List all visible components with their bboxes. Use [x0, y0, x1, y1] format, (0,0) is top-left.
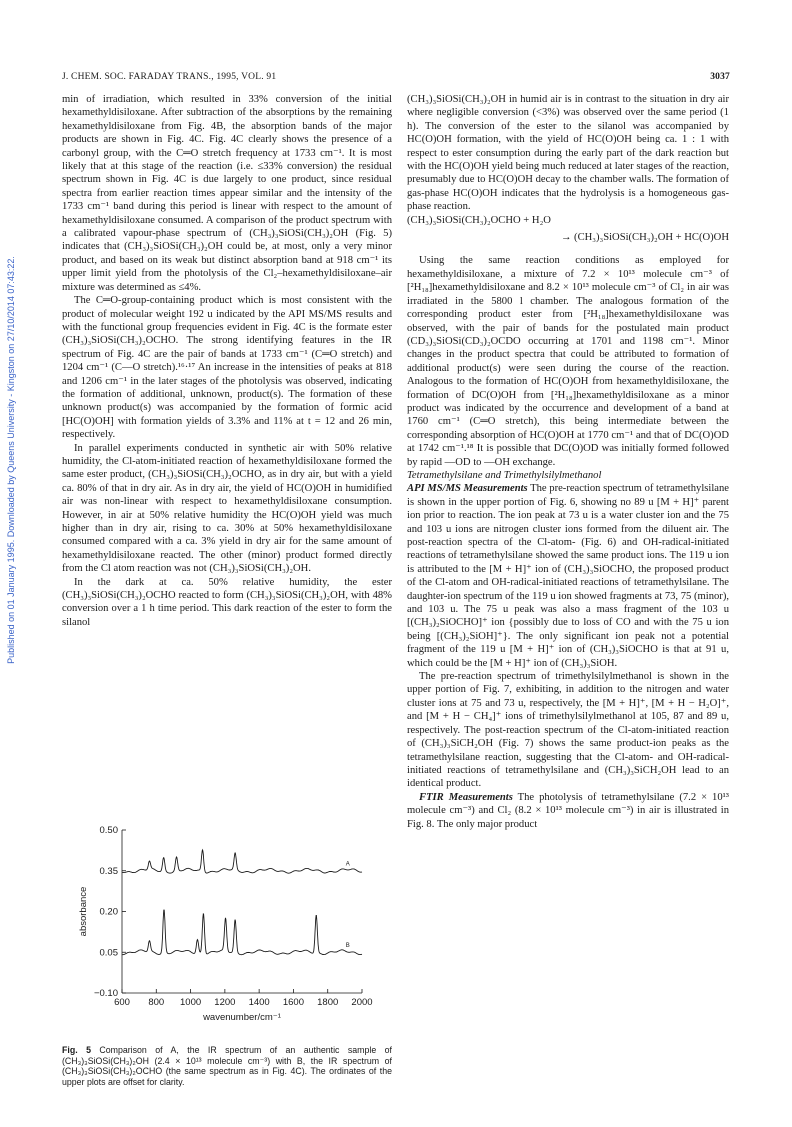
figure-5	[62, 818, 392, 1038]
page-number: 3037	[710, 72, 730, 82]
right-column	[407, 93, 729, 831]
series-label-a: A	[345, 861, 350, 868]
spectrum-line-b	[122, 910, 362, 955]
x-axis-label: wavenumber/cm⁻¹	[203, 1012, 281, 1023]
journal-citation: J. CHEM. SOC. FARADAY TRANS., 1995, VOL. 91	[62, 72, 277, 82]
x-tick-label: 1400	[248, 997, 270, 1008]
ir-spectrum-chart	[62, 818, 392, 1038]
y-axis-label: absorbance	[78, 886, 89, 937]
x-tick-label: 1800	[317, 997, 339, 1008]
subsection-paragraph	[407, 482, 729, 670]
x-tick-label: 1200	[214, 997, 236, 1008]
subsection-text: The photolysis of tetramethylsilane (7.2 × 10¹³ molecule cm⁻³) and Cl₂ (8.2 × 10¹³ molecule cm⁻³) in air is illustrated in Fig. 8. The only major product	[407, 791, 729, 830]
caption-label: Fig. 5	[62, 1045, 91, 1055]
x-tick-label: 800	[148, 997, 165, 1008]
paragraph: The pre-reaction spectrum of trimethylsilylmethanol is shown in the upper portion of Fig. 7, exhibiting, in addition to the nitrogen and water cluster ions at 75 and 73 u, respectively, the [M + H]⁺, [M + H − H₂O]⁺, and [M + H − CH₄]⁺ ions of trimethylsilylmethanol at 105, 87 and 89 u, respectively. The post-reaction spectrum of the Cl-atom-initiated reaction of (CH₃)₃SiCH₂OH (Fig. 7) shows the same product-ion peaks as the tetramethylsilane reaction, suggesting that the Cl-atom- and OH-radical-initiated reactions of tetramethylsilane and (CH₃)₃SiCH₂OH lead to an identical product.	[407, 671, 729, 790]
subsection-paragraph	[407, 791, 729, 831]
paragraph: The C═O-group-containing product which is most consistent with the product of molecular weight 192 u indicated by the API MS/MS results and with the functional group frequencies evident in Fig. 4C is the formate ester (CH₃)₃SiOSi(CH₃)₂OCHO. The strong identifying features in the IR spectrum of Fig. 4C are the pair of bands at 1733 cm⁻¹ (C═O stretch) and 1204 cm⁻¹ (C—O stretch).¹⁶·¹⁷ An increase in the intensities of peaks at 818 and 1206 cm⁻¹ in the later stages of the photolysis was observed, indicating the formation of additional, unknown, product(s). The formation of these unknown product(s) was accompanied by the formation of formic acid [HC(O)OH] with formation yields of 3.3% and 11% at t = 12 and 26 min, respectively.	[62, 295, 392, 441]
x-tick-label: 1000	[180, 997, 202, 1008]
y-tick-label: 0.05	[99, 947, 118, 959]
y-tick-label: 0.35	[99, 865, 118, 877]
equation-left: (CH₃)₃SiOSi(CH₃)₂OCHO + H₂O	[407, 214, 551, 226]
left-column	[62, 93, 392, 629]
paragraph: (CH₃)₃SiOSi(CH₃)₂OH in humid air is in contrast to the situation in dry air where negligible conversion (<3%) was observed over the same period (1 h). The conversion of the ester to the silanol was accompanied by HC(O)OH formation, with the yield of HC(O)OH being ca. 1 : 1 with respect to ester consumption during the early part of the dark reaction but with the HC(O)OH yield being much reduced at later stages of the reaction, presumably due to HC(O)OH decay to the chamber walls. The formation of gas-phase HC(O)OH indicates that the hydrolysis is a homogeneous gas-phase reaction.	[407, 94, 729, 213]
series-label-b: B	[345, 942, 350, 949]
x-tick-label: 600	[114, 997, 130, 1008]
equation-right: → (CH₃)₃SiOSi(CH₃)₂OH + HC(O)OH	[560, 232, 729, 244]
subsection-title: FTIR Measurements	[419, 791, 513, 803]
section-title: Tetramethylsilane and Trimethylsilylmethanol	[407, 469, 602, 481]
y-tick-label: 0.50	[99, 825, 118, 836]
caption-text: Comparison of A, the IR spectrum of an authentic sample of (CH₃)₃SiOSi(CH₃)₂OH (2.4 × 10¹³ molecule cm⁻³) with B, the IR spectrum of (CH₃)₃SiOSi(CH₃)₂OCHO (the same spectrum as in Fig. 4C). The ordinates of the upper plots are offset for clarity.	[62, 1045, 392, 1087]
figure-caption	[62, 1045, 392, 1087]
y-tick-label: 0.20	[99, 906, 118, 918]
paragraph: In the dark at ca. 50% relative humidity, the ester (CH₃)₃SiOSi(CH₃)₂OCHO reacted to form (CH₃)₃SiOSi(CH₃)₂OH, with 48% conversion over a 1 h time period. This dark reaction of the ester to form the silanol	[62, 576, 392, 628]
spectrum-line-a	[122, 850, 362, 873]
download-notice	[4, 180, 18, 740]
subsection-title: API MS/MS Measurements	[407, 483, 528, 495]
y-tick-label: −0.10	[93, 988, 118, 999]
download-notice-text[interactable]: Published on 01 January 1995. Downloaded by Queens University - Kingston on 27/10/2014 07:43:22.	[6, 256, 16, 664]
running-header	[62, 72, 730, 86]
paragraph: min of irradiation, which resulted in 33% conversion of the initial hexamethyldisiloxane. After subtraction of the absorptions by the remaining hexamethyldisiloxane from Fig. 4B, the absorption bands of the major products are shown in Fig. 4C. Fig. 4C clearly shows the presence of a carbonyl group, with the C═O stretch frequency at 1733 cm⁻¹. It is most likely that at this stage of the reaction (i.e. ≤33% conversion) the residual spectrum shown in Fig. 4C is due largely to one product, since residual spectra from earlier reaction times appear similar and the intensity of the 1733 cm⁻¹ band during this period is linear with respect to the amount of hexamethyldisiloxane consumed. A comparison of the product spectrum with a calibrated vapour-phase spectrum of (CH₃)₃SiOSi(CH₃)₂OH (Fig. 5) indicates that (CH₃)₃SiOSi(CH₃)₂OH could be, at most, only a very minor product, and based on its weak but distinct absorption band at 918 cm⁻¹ its upper limit yield from the photolysis of the Cl₂–hexamethyldisiloxane–air mixture was determined as ≤4%.	[62, 94, 392, 293]
x-tick-label: 1600	[282, 997, 304, 1008]
paragraph: Using the same reaction conditions as employed for hexamethyldisiloxane, a mixture of 7.2 × 10¹³ molecule cm⁻³ of [²H₁₈]hexamethyldisiloxane and 8.2 × 10¹³ molecule cm⁻³ of Cl₂ in air was irradiated in the 5800 l chamber. The analogous formation of the corresponding product ester from [²H₁₈]hexamethyldisiloxane was observed, with the pair of bands for the postulated main product (CD₃)₃SiOSi(CD₃)₂OCDO occurring at 1701 and 1198 cm⁻¹. Minor changes in the product spectra that could be attributed to formation of additional product(s) were seen during the course of the reaction. Analogous to the formation of HC(O)OH from hexamethyldisiloxane, the formation of DC(O)OH from [²H₁₈]hexamethyldisiloxane as a minor product was indicated by the occurrence and development of a band at 1760 cm⁻¹ (C═O stretch), this being intermediate between the corresponding absorption of HC(O)OH at 1770 cm⁻¹ and that of DC(O)OD at 1742 cm⁻¹.¹⁸ It is possible that DC(O)OD was initially formed followed by rapid —OD to —OH exchange.	[407, 255, 729, 468]
x-tick-label: 2000	[351, 997, 373, 1008]
paragraph: In parallel experiments conducted in synthetic air with 50% relative humidity, the Cl-atom-initiated reaction of hexamethyldisiloxane formed the same ester product, (CH₃)₃SiOSi(CH₃)₂OCHO, as in dry air, but with a yield ca. 80% of that in dry air. As in dry air, the yield of HC(O)OH in humidified air was non-linear with respect to hexamethyldisiloxane consumption. However, in air at 50% relative humidity the HC(O)OH yield was much higher than in dry air, rising to ca. 30% at 50% hexamethyldisiloxane consumed compared with a ca. 3% yield in dry air for the same amount of hexamethyldisiloxane reacted. The other (minor) product formed directly from the Cl atom reaction was not (CH₃)₃SiOSi(CH₃)₂OH.	[62, 442, 392, 575]
subsection-text: The pre-reaction spectrum of tetramethylsilane is shown in the upper portion of Fig. 6, showing no 89 u [M + H]⁺ parent ion prior to reaction. The ion peak at 73 u is a water cluster ion and the 75 and 103 u ions are nitrogen cluster ions formed from the diluent air. The post-reaction spectra of the Cl-atom- (Fig. 6) and OH-radical-initiated reactions of tetramethylsilane showed the same product ions. The 119 u ion is attributed to the [M + H]⁺ ion of (CH₃)₃SiOCHO, the proposed product of the Cl-atom and OH-radical-initiated reactions of tetramethylsilane. The daughter-ion spectrum of the 119 u ion showed fragments at 73, 75 (minor), and 103 u. The 75 u peak was also a mass fragment of the 103 u [(CH₃)₂SiOCHO]⁺ ion {possibly due to loss of CO and with the 75 u ion being [(CH₃)₂SiOH]⁺}. The only significant ion peak not a potential fragment of the 119 u [M + H]⁺ ion of (CH₃)₃SiOCHO is that at 91 u, which could be the [M + H]⁺ ion of (CH₃)₃SiOH.	[407, 483, 729, 669]
